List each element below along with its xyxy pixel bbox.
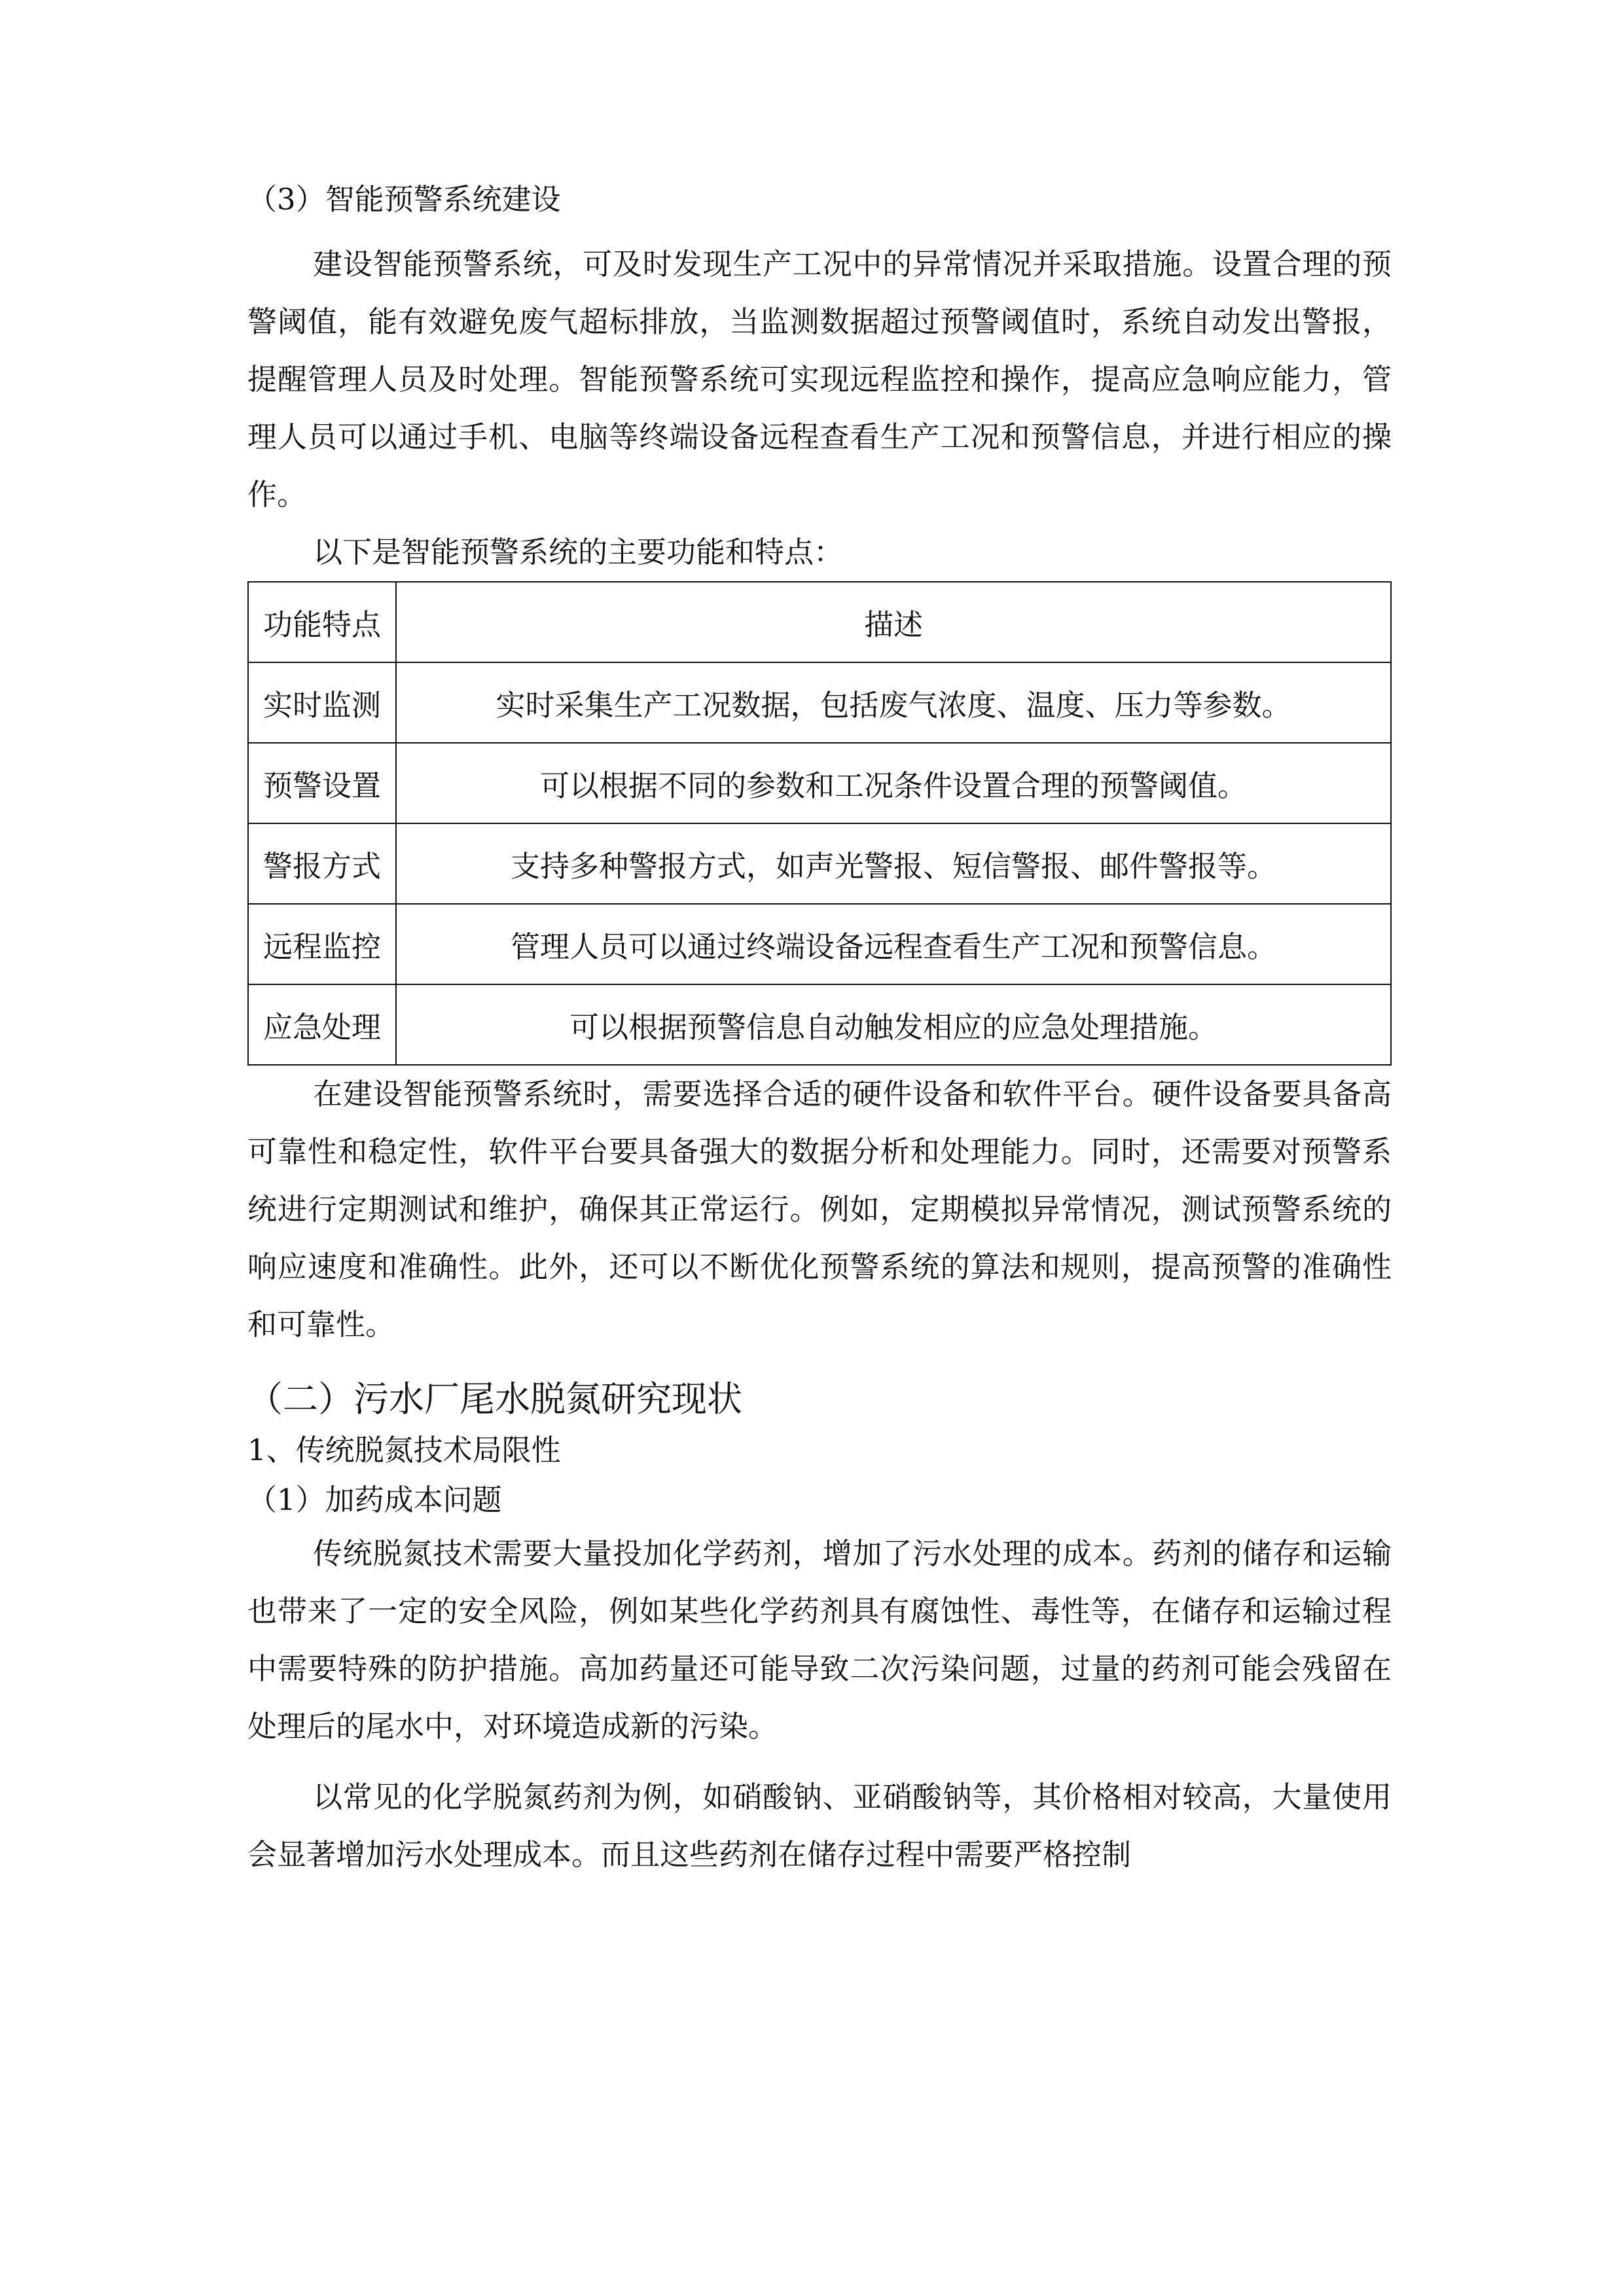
- table-row: [248, 743, 1391, 823]
- paragraph-table-intro: 以下是智能预警系统的主要功能和特点：: [313, 535, 844, 569]
- table-row: [248, 904, 1391, 984]
- paragraph-hardware-software: 在建设智能预警系统时，需要选择合适的硬件设备和软件平台。硬件设备要具备高可靠性和稳定性，软件平台要具备强大的数据分析和处理能力。同时，还需要对预警系统进行定期测试和维护，确保其正常运行。例如，定期模拟异常情况，测试预警系统的响应速度和准确性。此外，还可以不断优化预警系统的算法和规则，提高预警的准确性和可靠性。: [247, 1077, 1392, 1342]
- row-feature: 实时监测: [248, 662, 396, 743]
- table-row: [248, 662, 1391, 743]
- row-description: 实时采集生产工况数据，包括废气浓度、温度、压力等参数。: [396, 662, 1391, 743]
- table-row: [248, 984, 1391, 1065]
- row-description: 管理人员可以通过终端设备远程查看生产工况和预警信息。: [396, 904, 1391, 984]
- section-heading-smart-warning: （3）智能预警系统建设: [247, 182, 561, 217]
- subheading-traditional-limits: 1、传统脱氮技术局限性: [247, 1433, 561, 1467]
- row-description: 可以根据不同的参数和工况条件设置合理的预警阈值。: [396, 743, 1391, 823]
- section-heading-denitrification: （二）污水厂尾水脱氮研究现状: [247, 1378, 742, 1420]
- row-feature: 远程监控: [248, 904, 396, 984]
- header-feature: 功能特点: [248, 582, 396, 662]
- header-description: 描述: [396, 582, 1391, 662]
- feature-table: [247, 581, 1392, 1066]
- document-page: [247, 177, 1392, 1884]
- paragraph-smart-warning-intro: 建设智能预警系统，可及时发现生产工况中的异常情况并采取措施。设置合理的预警阈值，能有效避免废气超标排放，当监测数据超过预警阈值时，系统自动发出警报，提醒管理人员及时处理。智能预警系统可实现远程监控和操作，提高应急响应能力，管理人员可以通过手机、电脑等终端设备远程查看生产工况和预警信息，并进行相应的操作。: [247, 247, 1392, 512]
- paragraph-chemical-example: 以常见的化学脱氮药剂为例，如硝酸钠、亚硝酸钠等，其价格相对较高，大量使用会显著增加污水处理成本。而且这些药剂在储存过程中需要严格控制: [247, 1780, 1392, 1872]
- row-description: 支持多种警报方式，如声光警报、短信警报、邮件警报等。: [396, 823, 1391, 904]
- table-row: [248, 823, 1391, 904]
- row-feature: 预警设置: [248, 743, 396, 823]
- row-description: 可以根据预警信息自动触发相应的应急处理措施。: [396, 984, 1391, 1065]
- row-feature: 应急处理: [248, 984, 396, 1065]
- paragraph-dosing-cost: 传统脱氮技术需要大量投加化学药剂，增加了污水处理的成本。药剂的储存和运输也带来了一定的安全风险，例如某些化学药剂具有腐蚀性、毒性等，在储存和运输过程中需要特殊的防护措施。高加药量还可能导致二次污染问题，过量的药剂可能会残留在处理后的尾水中，对环境造成新的污染。: [247, 1536, 1392, 1744]
- table-header-row: [248, 582, 1391, 662]
- row-feature: 警报方式: [248, 823, 396, 904]
- subheading-dosing-cost: （1）加药成本问题: [247, 1482, 502, 1517]
